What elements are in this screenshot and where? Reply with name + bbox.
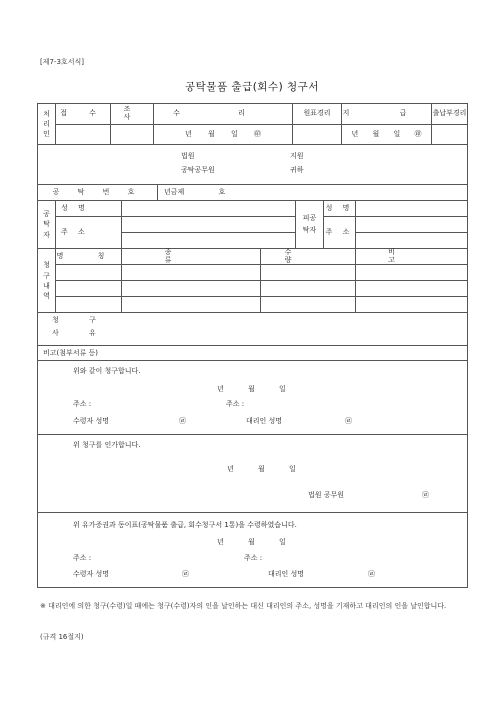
depositee-name-label: 성 명 — [324, 201, 356, 217]
approval-date[interactable]: 년 월 일 — [227, 465, 296, 474]
approval-header: 수 리 — [154, 104, 293, 125]
deposit-number-label: 공 탁 번 호 — [38, 185, 158, 201]
original-ledger-cell[interactable] — [293, 125, 342, 145]
claim-seal-1: ㉣ — [179, 417, 186, 426]
depositor-address-label: 주 소 — [56, 217, 122, 249]
officer-label: 공탁공무원 — [181, 166, 215, 174]
depositee-name-field[interactable] — [356, 201, 468, 217]
depositor-name-label: 성 명 — [56, 201, 122, 217]
issue-ledger-header: 출납부경리 — [432, 104, 468, 125]
processor-label: 처 리 인 — [38, 104, 56, 145]
claim-details-label: 청 구 내 역 — [38, 249, 56, 313]
approval-seal: ㉣ — [422, 491, 429, 500]
receipt-statement: 위 유가증권과 동이표(공탁물품 출급, 회수청구서 1통)을 수령하였습니다. — [73, 521, 297, 530]
column-type: 종 류 — [122, 249, 261, 265]
detail-row-1-qty[interactable] — [261, 265, 356, 281]
paper-size-reference: (규격 16절지) — [40, 633, 84, 641]
honorific-label: 귀하 — [290, 166, 304, 174]
receipt-address-left[interactable]: 주소 : — [73, 554, 92, 563]
payment-header: 지 급 — [342, 104, 432, 125]
receipt-address-right[interactable]: 주소 : — [244, 554, 263, 563]
payment-date[interactable]: 년 월 일 ㊞ — [342, 125, 432, 145]
receipt-seal-1: ㉣ — [182, 570, 189, 579]
receipt-block — [38, 513, 468, 588]
investigation-cell[interactable] — [111, 125, 154, 145]
original-ledger-header: 원표경리 — [293, 104, 342, 125]
form-title: 공탁물품 출급(회수) 청구서 — [185, 81, 319, 93]
receipt-date[interactable]: 년 월 일 — [217, 538, 286, 547]
detail-row-2-qty[interactable] — [261, 281, 356, 297]
receipt-claimant-name[interactable]: 수령자 성명 — [73, 570, 110, 579]
detail-row-3-type[interactable] — [122, 297, 261, 313]
claim-agent-name[interactable]: 대리인 성명 — [246, 417, 283, 426]
claim-address-left[interactable]: 주소 : — [73, 400, 92, 409]
claim-statement: 위와 같이 청구합니다. — [73, 367, 141, 376]
issue-ledger-cell[interactable] — [432, 125, 468, 145]
detail-row-2-type[interactable] — [122, 281, 261, 297]
depositee-address-field-1[interactable] — [356, 217, 468, 233]
detail-row-3-name[interactable] — [56, 297, 122, 313]
claim-date[interactable]: 년 월 일 — [217, 385, 286, 394]
form-number: [제7-3호서식] — [40, 58, 84, 66]
claim-reason-line2: 사 유 — [52, 329, 110, 338]
column-quantity: 수 량 — [261, 249, 356, 265]
claim-reason-line1: 청 구 — [52, 316, 110, 325]
approval-statement: 위 청구를 인가합니다. — [73, 441, 141, 450]
investigation-header: 조 사 — [111, 104, 154, 125]
detail-row-1-name[interactable] — [56, 265, 122, 281]
claim-statement-block — [38, 361, 468, 435]
depositor-address-field-1[interactable] — [122, 217, 296, 233]
remarks-label: 비고(첨부서류 등) — [38, 346, 468, 361]
depositor-address-field-2[interactable] — [122, 233, 296, 249]
court-block — [38, 145, 468, 185]
detail-row-1-remarks[interactable] — [356, 265, 468, 281]
depositee-label: 피공 탁자 — [296, 201, 324, 249]
depositor-name-field[interactable] — [122, 201, 296, 217]
processing-table — [37, 103, 468, 145]
column-remarks: 비 고 — [356, 249, 468, 265]
detail-row-1-type[interactable] — [122, 265, 261, 281]
depositor-label: 공 탁 자 — [38, 201, 56, 249]
depositee-address-field-2[interactable] — [356, 233, 468, 249]
detail-row-2-remarks[interactable] — [356, 281, 468, 297]
column-name: 명 칭 — [56, 249, 122, 265]
receipt-agent-name[interactable]: 대리인 성명 — [268, 570, 305, 579]
receipt-seal-2: ㉣ — [368, 570, 375, 579]
receipt-cell[interactable] — [56, 125, 111, 145]
depositee-address-label: 주 소 — [324, 217, 356, 249]
detail-row-3-remarks[interactable] — [356, 297, 468, 313]
claim-address-right[interactable]: 주소 : — [226, 400, 245, 409]
branch-label: 지원 — [290, 152, 304, 160]
detail-row-3-qty[interactable] — [261, 297, 356, 313]
approval-block — [38, 435, 468, 513]
claim-reason-block[interactable] — [38, 313, 468, 346]
receipt-header: 접 수 — [56, 104, 111, 125]
approval-date[interactable]: 년 월 일 ㊞ — [154, 125, 293, 145]
deposit-number-value[interactable]: 년금제 호 — [158, 185, 468, 201]
claim-claimant-name[interactable]: 수령자 성명 — [73, 417, 110, 426]
claim-form-table — [37, 144, 468, 588]
claim-seal-2: ㉣ — [345, 417, 352, 426]
detail-row-2-name[interactable] — [56, 281, 122, 297]
court-label: 법원 — [181, 152, 195, 160]
footnote: ※ 대리인에 의한 청구(수령)일 때에는 청구(수령)자의 인을 날인하는 대신 대리인의 주소, 성명을 기재하고 대리인의 인을 날인합니다. — [40, 602, 447, 610]
approval-officer[interactable]: 법원 공무원 — [308, 491, 345, 500]
